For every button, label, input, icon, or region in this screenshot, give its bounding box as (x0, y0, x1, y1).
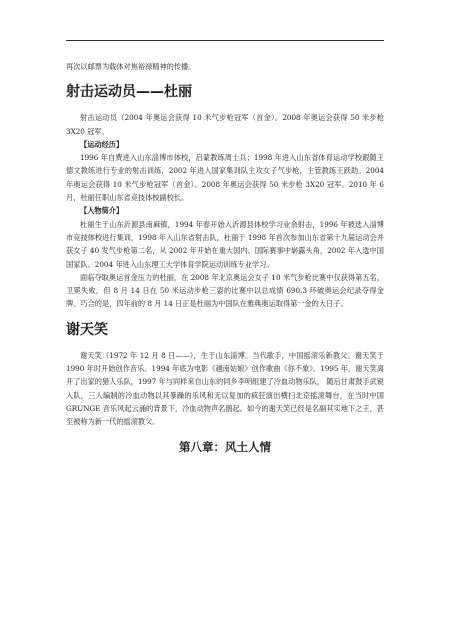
section-title-xie-tianxiao: 谢天笑 (66, 321, 108, 338)
intro-line: 再次以邮票为载体对焦裕禄精神的传播。 (66, 62, 196, 71)
section-title-du-li: 射击运动员——杜丽 (66, 84, 192, 101)
du-li-summary: 射击运动员（2004 年奥运会获得 10 米气步枪冠军（首金）。2008 年奥运会获得 50 米步枪 3X20 冠军。 (66, 113, 384, 136)
chapter-title: 第八章：风土人情 (179, 439, 271, 454)
olympic-text: 面临夺取奥运首金压力的杜丽，在 2008 年北京奥运会女子 10 米气步枪比赛中仅获得第五名，卫冕失败，但 8 月 14 日在 50 米运动步枪三姿的比赛中以总成绩 690.3 环破奥运会纪录夺得金牌。巧合的是，四年前的 8 月 14 日正是杜丽为中国队在雅典奥运取得第一金的大日子。 (66, 272, 384, 309)
bio-text: 杜丽生于山东沂源县南麻镇，1994 年春开始入沂源县体校学习业余射击，1996 年被选入淄博市竞技体校进行集训，1998 年入山东省射击队，杜丽于 1998 年首次参加山东省第十九届运动会并获女子 40 发气步枪第二名，从 2002 年开始在重大国内、国际赛事中崭露头角，2002 年入选中国国家队。2004 年进入山东理工大学体育学院运动训练专业学习。 (66, 219, 384, 269)
career-text: 1996 年自费进入山东淄博市体校，启蒙教练周士兵；1998 年进入山东省体育运动学校跟随王德文教练进行专业的射击训练，2002 年进入国家集训队主攻女子气步枪，主管教练王跃助。2004 年奥运会获得 10 米气步枪冠军（首金）。2008 年奥运会获得 50 米步枪 3X20 冠军。2010 年 6 月，杜丽任职山东省竞技体校副校长。 (66, 153, 384, 203)
header-rule (66, 40, 384, 41)
career-heading: 【运动经历】 (80, 139, 124, 149)
xie-tianxiao-text: 谢天笑（1972 年 12 月 8 日——），生于山东淄博。当代歌手，中国摇滚乐新教父。谢天笑于 1990 年时开始创作音乐。1994 年底为电影《越南姑娘》创作歌曲《你不象》。1995 年，谢天笑离开了出家的猎人乐队，1997 年与同样来自山东的同乡李明组建了冷血动物乐队， 随后甘肃鼓手武锐入队，三人编制的冷血动物以其暴躁的乐风和无以复加的疯狂演出横扫北京摇滚舞台，在当时中国 GRUNGE 音乐风起云涌的背景下，冷血动物声名鹊起。如今的谢天笑已经是名副其实地下之王，甚至被称为新一代的摇滚教父。 (66, 350, 384, 427)
document-page (66, 60, 384, 456)
bio-heading: 【人物简介】 (80, 206, 124, 216)
